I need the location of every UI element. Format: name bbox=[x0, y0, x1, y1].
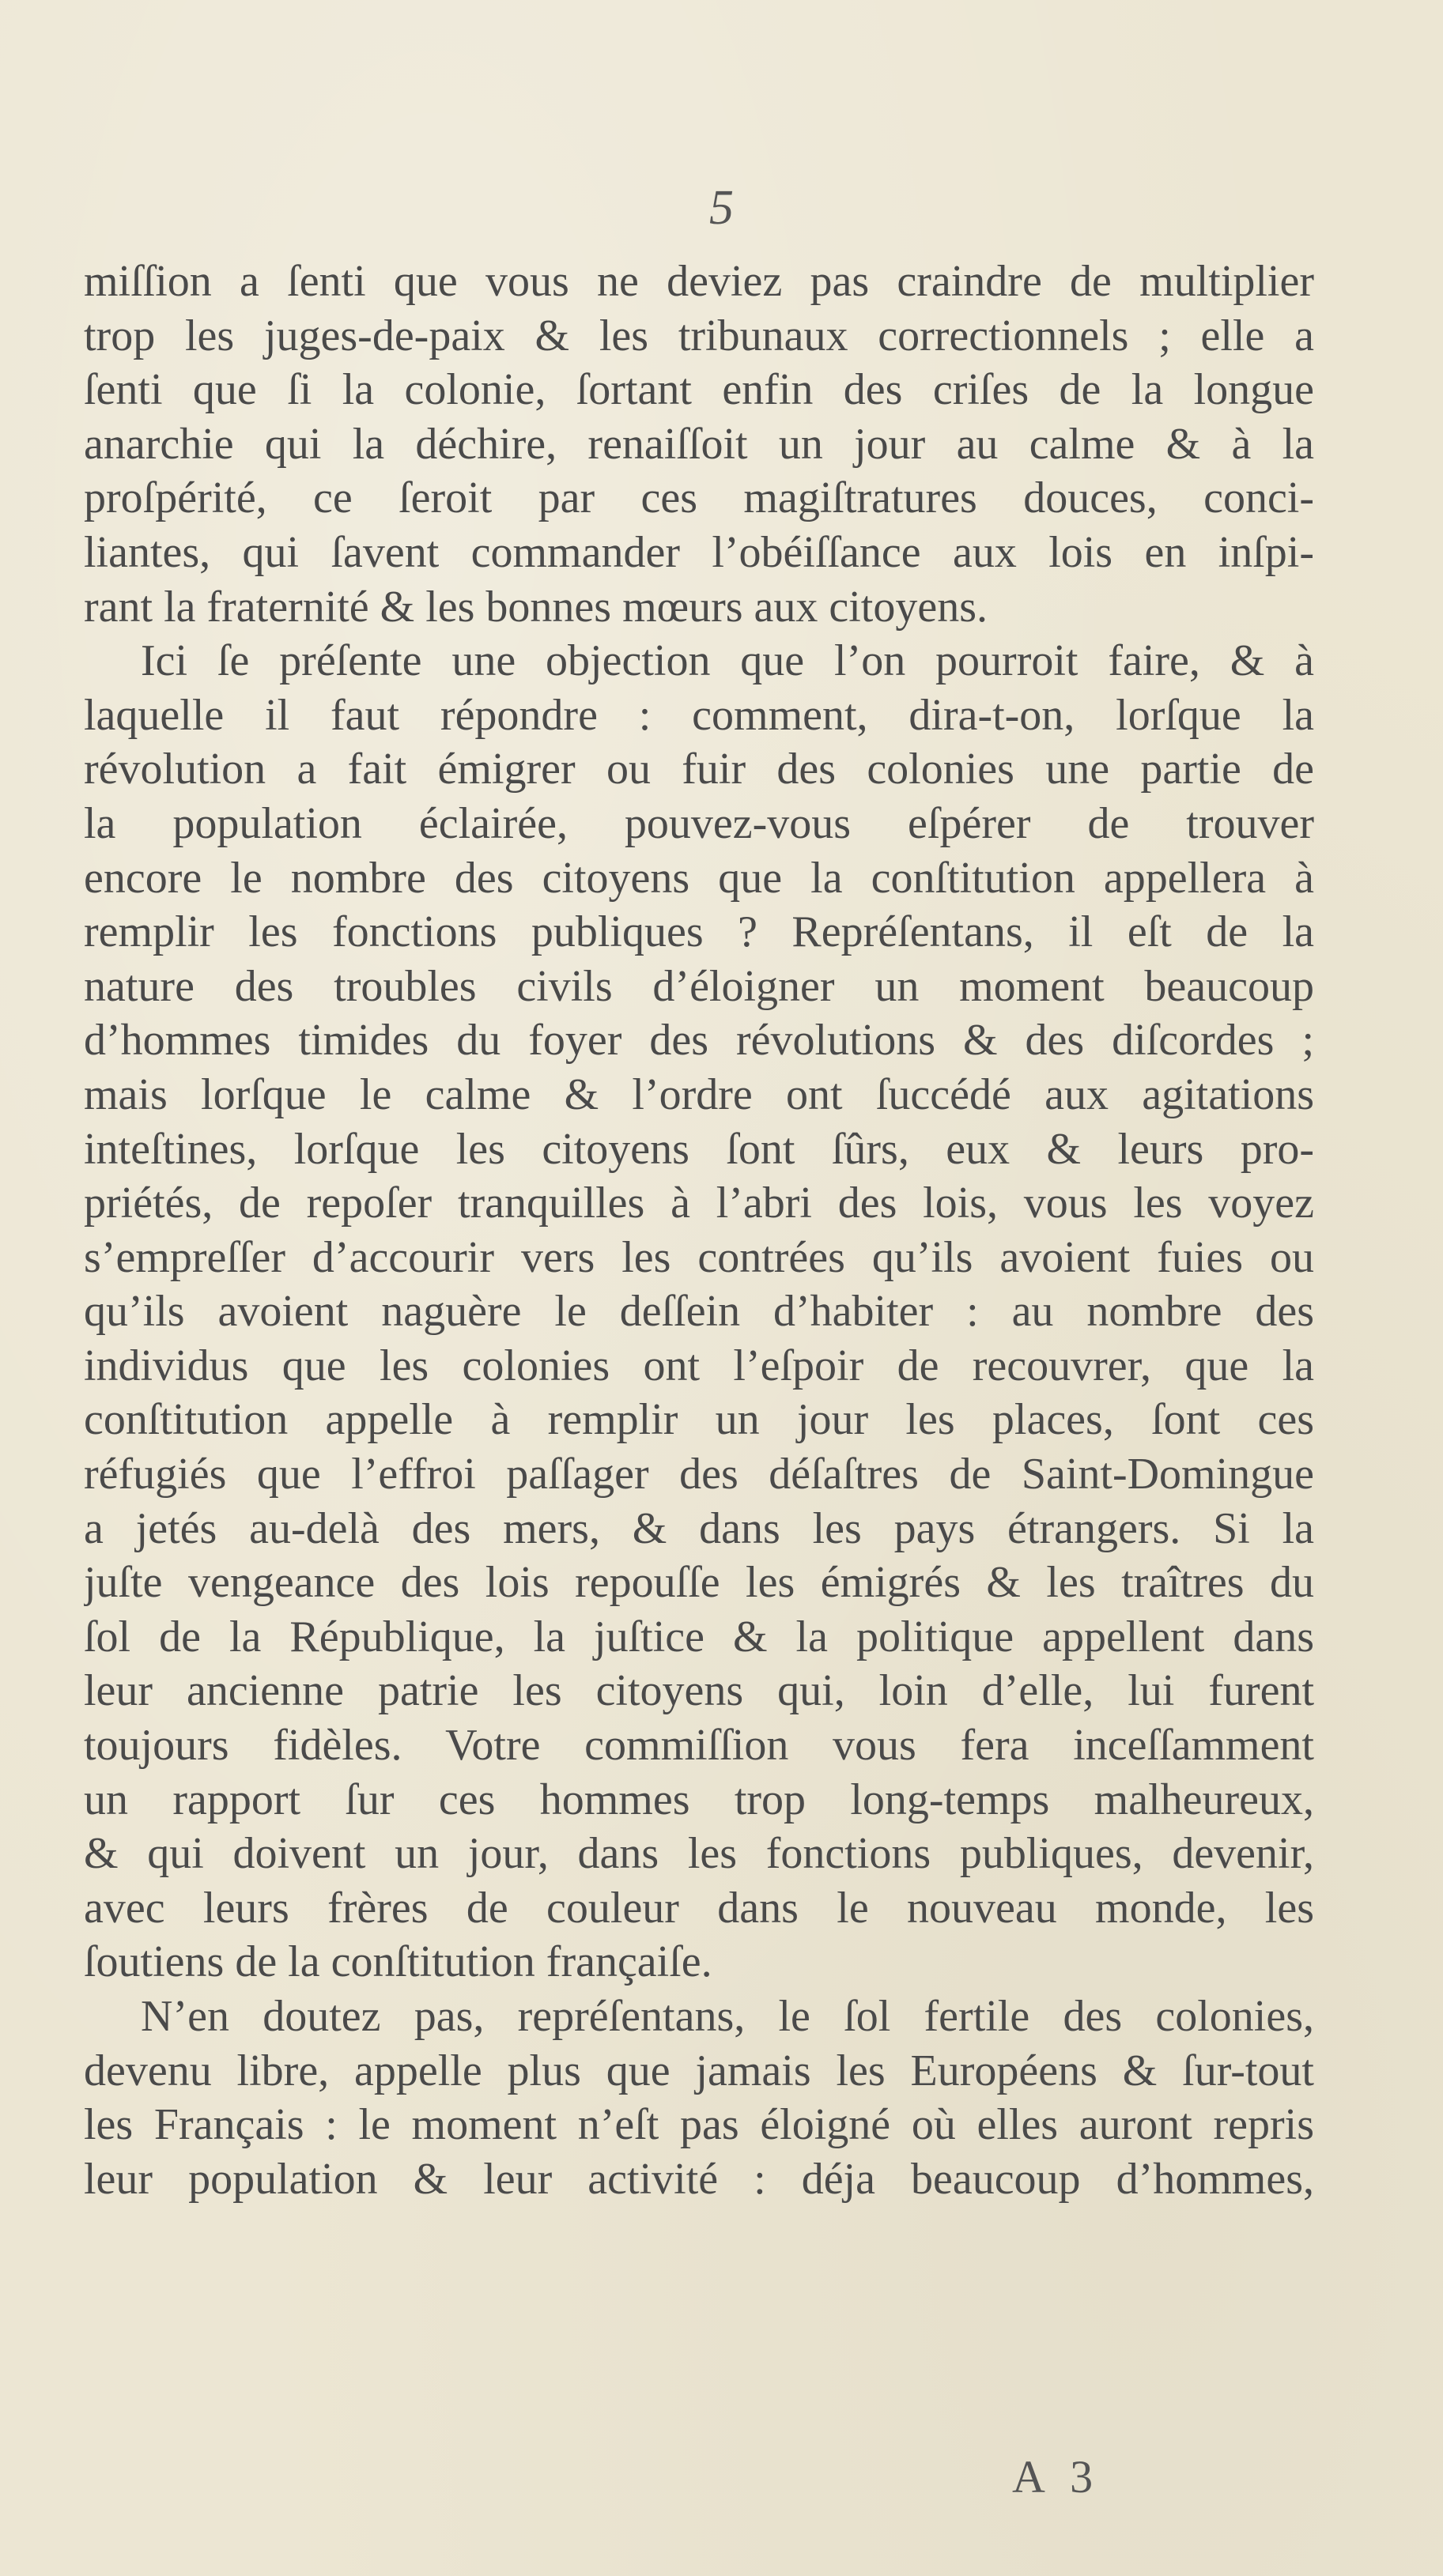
text-line: révolution a fait émigrer ou fuir des colonies une partie de bbox=[84, 745, 1314, 794]
text-line: remplir les fonctions publiques ? Repréſentans, il eſt de la bbox=[84, 907, 1314, 957]
text-line: la population éclairée, pouvez-vous eſpérer de trouver bbox=[84, 798, 1314, 848]
text-line: mais lorſque le calme & l’ordre ont ſuccédé aux agitations bbox=[84, 1069, 1314, 1119]
text-line: un rapport ſur ces hommes trop long-temps malheureux, bbox=[84, 1775, 1314, 1824]
text-line: avec leurs frères de couleur dans le nouveau monde, les bbox=[84, 1883, 1314, 1933]
text-line: leur population & leur activité : déja beaucoup d’hommes, bbox=[84, 2154, 1314, 2204]
text-line: conſtitution appelle à remplir un jour les places, ſont ces bbox=[84, 1395, 1314, 1445]
text-line: ſol de la République, la juſtice & la politique appellent dans bbox=[84, 1612, 1314, 1661]
text-line: inteſtines, lorſque les citoyens ſont ſûrs, eux & leurs pro- bbox=[84, 1124, 1314, 1174]
text-line: laquelle il faut répondre : comment, dira-t-on, lorſque la bbox=[84, 690, 1314, 740]
text-line: & qui doivent un jour, dans les fonctions publiques, devenir, bbox=[84, 1829, 1314, 1879]
page-number: 5 bbox=[709, 181, 734, 235]
text-line: anarchie qui la déchire, renaiſſoit un jour au calme & à la bbox=[84, 419, 1314, 469]
text-line: leur ancienne patrie les citoyens qui, loin d’elle, lui furent bbox=[84, 1666, 1314, 1716]
text-line: les Français : le moment n’eſt pas éloigné où elles auront repris bbox=[84, 2100, 1314, 2150]
text-line: toujours fidèles. Votre commiſſion vous fera inceſſamment bbox=[84, 1721, 1314, 1771]
text-line: devenu libre, appelle plus que jamais les Européens & ſur-tout bbox=[84, 2046, 1314, 2095]
text-line: rant la fraternité & les bonnes mœurs aux citoyens. bbox=[84, 582, 988, 632]
text-line: liantes, qui ſavent commander l’obéiſſance aux lois en inſpi- bbox=[84, 527, 1314, 577]
text-line: juſte vengeance des lois repouſſe les émigrés & les traîtres du bbox=[84, 1558, 1314, 1608]
body-text bbox=[84, 255, 1314, 2206]
text-line: a jetés au-delà des mers, & dans les pays étrangers. Si la bbox=[84, 1503, 1314, 1553]
text-line: réfugiés que l’effroi paſſager des déſaſtres de Saint-Domingue bbox=[84, 1450, 1314, 1499]
text-line: s’empreſſer d’accourir vers les contrées qu’ils avoient fuies ou bbox=[84, 1232, 1314, 1282]
text-line: priétés, de repoſer tranquilles à l’abri des lois, vous les voyez bbox=[84, 1179, 1314, 1228]
text-line: d’hommes timides du foyer des révolutions & des diſcordes ; bbox=[84, 1016, 1314, 1065]
text-line: ſoutiens de la conſtitution françaiſe. bbox=[84, 1937, 712, 1987]
text-line: proſpérité, ce ſeroit par ces magiſtratures douces, conci- bbox=[84, 473, 1314, 523]
text-line: N’en doutez pas, repréſentans, le ſol fertile des colonies, bbox=[141, 1992, 1314, 2041]
text-line: encore le nombre des citoyens que la conſtitution appellera à bbox=[84, 853, 1314, 903]
signature-mark: A 3 bbox=[1012, 2451, 1101, 2502]
text-line: nature des troubles civils d’éloigner un moment beaucoup bbox=[84, 961, 1314, 1011]
text-line: Ici ſe préſente une objection que l’on pourroit faire, & à bbox=[141, 636, 1314, 686]
text-line: individus que les colonies ont l’eſpoir de recouvrer, que la bbox=[84, 1341, 1314, 1390]
text-line: ſenti que ſi la colonie, ſortant enfin des criſes de la longue bbox=[84, 365, 1314, 415]
text-line: qu’ils avoient naguère le deſſein d’habiter : au nombre des bbox=[84, 1287, 1314, 1337]
text-line: trop les juges-de-paix & les tribunaux correctionnels ; elle a bbox=[84, 311, 1314, 360]
text-line: miſſion a ſenti que vous ne deviez pas craindre de multiplier bbox=[84, 257, 1314, 306]
